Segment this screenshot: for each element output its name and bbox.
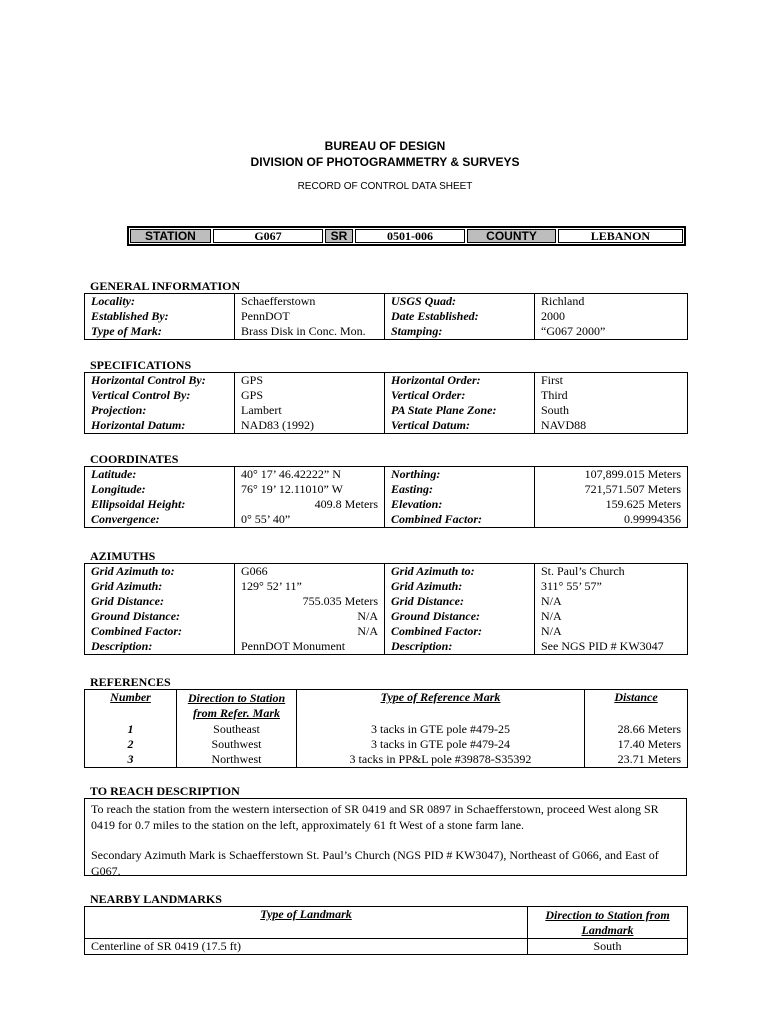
bureau-title: BUREAU OF DESIGN — [324, 139, 446, 153]
cell: Lambert — [235, 403, 385, 418]
table-row — [85, 737, 688, 752]
table-row — [85, 579, 688, 594]
cell: Vertical Order: — [385, 388, 535, 403]
table-row — [85, 294, 688, 310]
cell: Horizontal Control By: — [85, 373, 235, 389]
sheet-title: RECORD OF CONTROL DATA SHEET — [297, 181, 473, 192]
cell: Ground Distance: — [385, 609, 535, 624]
cell: Latitude: — [85, 467, 235, 483]
cell: Combined Factor: — [385, 624, 535, 639]
cell: Grid Distance: — [85, 594, 235, 609]
cell: PennDOT — [235, 309, 385, 324]
cell: 129° 52’ 11” — [235, 579, 385, 594]
table-row — [85, 309, 688, 324]
landmarks-table — [84, 906, 688, 955]
table-row — [85, 624, 688, 639]
cell: 3 tacks in PP&L pole #39878-S35392 — [297, 752, 585, 768]
cell: N/A — [235, 624, 385, 639]
azimuths-section-title: AZIMUTHS — [90, 549, 156, 563]
cell: 76° 19’ 12.11010” W — [235, 482, 385, 497]
cell: Elevation: — [385, 497, 535, 512]
header-type: Type of Reference Mark — [297, 690, 585, 723]
specs-section-title: SPECIFICATIONS — [90, 358, 192, 372]
cell: 1 — [85, 722, 177, 737]
cell: 17.40 Meters — [585, 737, 688, 752]
table-header-row — [85, 690, 688, 723]
cell: Description: — [385, 639, 535, 655]
cell: Southwest — [177, 737, 297, 752]
cell: Combined Factor: — [385, 512, 535, 528]
cell: 311° 55’ 57” — [535, 579, 688, 594]
cell: Northwest — [177, 752, 297, 768]
cell: 409.8 Meters — [235, 497, 385, 512]
table-row — [85, 564, 688, 580]
cell: Grid Azimuth: — [385, 579, 535, 594]
specs-table — [84, 372, 688, 434]
cell: NAVD88 — [535, 418, 688, 434]
cell: South — [528, 939, 688, 955]
cell: PA State Plane Zone: — [385, 403, 535, 418]
cell: N/A — [235, 609, 385, 624]
county-value: LEBANON — [558, 229, 683, 243]
station-value: G067 — [213, 229, 323, 243]
table-row — [85, 324, 688, 340]
cell: Horizontal Order: — [385, 373, 535, 389]
header-number: Number — [85, 690, 177, 723]
table-row — [85, 388, 688, 403]
azimuths-table — [84, 563, 688, 655]
reach-paragraph-2: Secondary Azimuth Mark is Schaefferstown St. Paul’s Church (NGS PID # KW3047), Northeast of G066, and East of G067. — [91, 848, 659, 878]
cell: 3 — [85, 752, 177, 768]
cell: 2000 — [535, 309, 688, 324]
cell: Grid Azimuth: — [85, 579, 235, 594]
cell: “G067 2000” — [535, 324, 688, 340]
cell: Schaefferstown — [235, 294, 385, 310]
cell: USGS Quad: — [385, 294, 535, 310]
cell: 3 tacks in GTE pole #479-24 — [297, 737, 585, 752]
cell: Grid Azimuth to: — [85, 564, 235, 580]
table-row — [85, 939, 688, 955]
table-row — [85, 594, 688, 609]
cell: Centerline of SR 0419 (17.5 ft) — [85, 939, 528, 955]
cell: N/A — [535, 624, 688, 639]
table-row — [85, 609, 688, 624]
cell: Brass Disk in Conc. Mon. — [235, 324, 385, 340]
cell: Vertical Control By: — [85, 388, 235, 403]
landmarks-section-title: NEARBY LANDMARKS — [90, 892, 222, 906]
cell: Combined Factor: — [85, 624, 235, 639]
general-section-title: GENERAL INFORMATION — [90, 279, 241, 293]
cell: Northing: — [385, 467, 535, 483]
cell: 0° 55’ 40” — [235, 512, 385, 528]
cell: NAD83 (1992) — [235, 418, 385, 434]
table-row — [85, 467, 688, 483]
coords-table — [84, 466, 688, 528]
table-row — [85, 497, 688, 512]
cell: Stamping: — [385, 324, 535, 340]
reach-section-title: TO REACH DESCRIPTION — [90, 784, 240, 798]
references-table — [84, 689, 688, 768]
table-row — [85, 512, 688, 528]
cell: Projection: — [85, 403, 235, 418]
table-header-row — [85, 907, 688, 939]
cell: Date Established: — [385, 309, 535, 324]
cell: G066 — [235, 564, 385, 580]
division-title: DIVISION OF PHOTOGRAMMETRY & SURVEYS — [250, 155, 520, 169]
table-row — [85, 482, 688, 497]
cell: Ellipsoidal Height: — [85, 497, 235, 512]
reach-paragraph-1: To reach the station from the western intersection of SR 0419 and SR 0897 in Schaefferstown, proceed West along SR 0419 for 0.7 miles to the station on the left, approximately 61 ft West of a stone farm lane. — [91, 802, 659, 832]
table-row — [85, 373, 688, 389]
cell: Easting: — [385, 482, 535, 497]
cell: GPS — [235, 388, 385, 403]
cell: N/A — [535, 594, 688, 609]
cell: First — [535, 373, 688, 389]
cell: N/A — [535, 609, 688, 624]
cell: St. Paul’s Church — [535, 564, 688, 580]
sr-label: SR — [325, 229, 353, 243]
cell: 755.035 Meters — [235, 594, 385, 609]
cell: Locality: — [85, 294, 235, 310]
cell: Ground Distance: — [85, 609, 235, 624]
cell: GPS — [235, 373, 385, 389]
cell: 28.66 Meters — [585, 722, 688, 737]
table-row — [85, 639, 688, 655]
cell: Longitude: — [85, 482, 235, 497]
header-direction: Direction to Station from Refer. Mark — [177, 690, 297, 723]
header-distance: Distance — [585, 690, 688, 723]
cell: 107,899.015 Meters — [535, 467, 688, 483]
general-table — [84, 293, 688, 340]
cell: South — [535, 403, 688, 418]
county-label: COUNTY — [467, 229, 556, 243]
table-row — [85, 418, 688, 434]
references-section-title: REFERENCES — [90, 675, 171, 689]
cell: Grid Azimuth to: — [385, 564, 535, 580]
coords-section-title: COORDINATES — [90, 452, 179, 466]
table-row — [85, 722, 688, 737]
header-landmark-type: Type of Landmark — [85, 907, 528, 939]
cell: Vertical Datum: — [385, 418, 535, 434]
table-row — [85, 403, 688, 418]
cell: 2 — [85, 737, 177, 752]
cell: 3 tacks in GTE pole #479-25 — [297, 722, 585, 737]
cell: See NGS PID # KW3047 — [535, 639, 688, 655]
cell: Third — [535, 388, 688, 403]
cell: Grid Distance: — [385, 594, 535, 609]
station-label: STATION — [130, 229, 211, 243]
cell: 40° 17’ 46.42222” N — [235, 467, 385, 483]
cell: 0.99994356 — [535, 512, 688, 528]
station-bar — [127, 226, 686, 246]
cell: Description: — [85, 639, 235, 655]
cell: 721,571.507 Meters — [535, 482, 688, 497]
header-landmark-direction: Direction to Station from Landmark — [528, 907, 688, 939]
cell: Southeast — [177, 722, 297, 737]
cell: Type of Mark: — [85, 324, 235, 340]
cell: Established By: — [85, 309, 235, 324]
cell: Horizontal Datum: — [85, 418, 235, 434]
cell: 23.71 Meters — [585, 752, 688, 768]
cell: 159.625 Meters — [535, 497, 688, 512]
cell: Convergence: — [85, 512, 235, 528]
sr-value: 0501-006 — [355, 229, 465, 243]
reach-description-box — [84, 798, 687, 876]
table-row — [85, 752, 688, 768]
cell: PennDOT Monument — [235, 639, 385, 655]
cell: Richland — [535, 294, 688, 310]
